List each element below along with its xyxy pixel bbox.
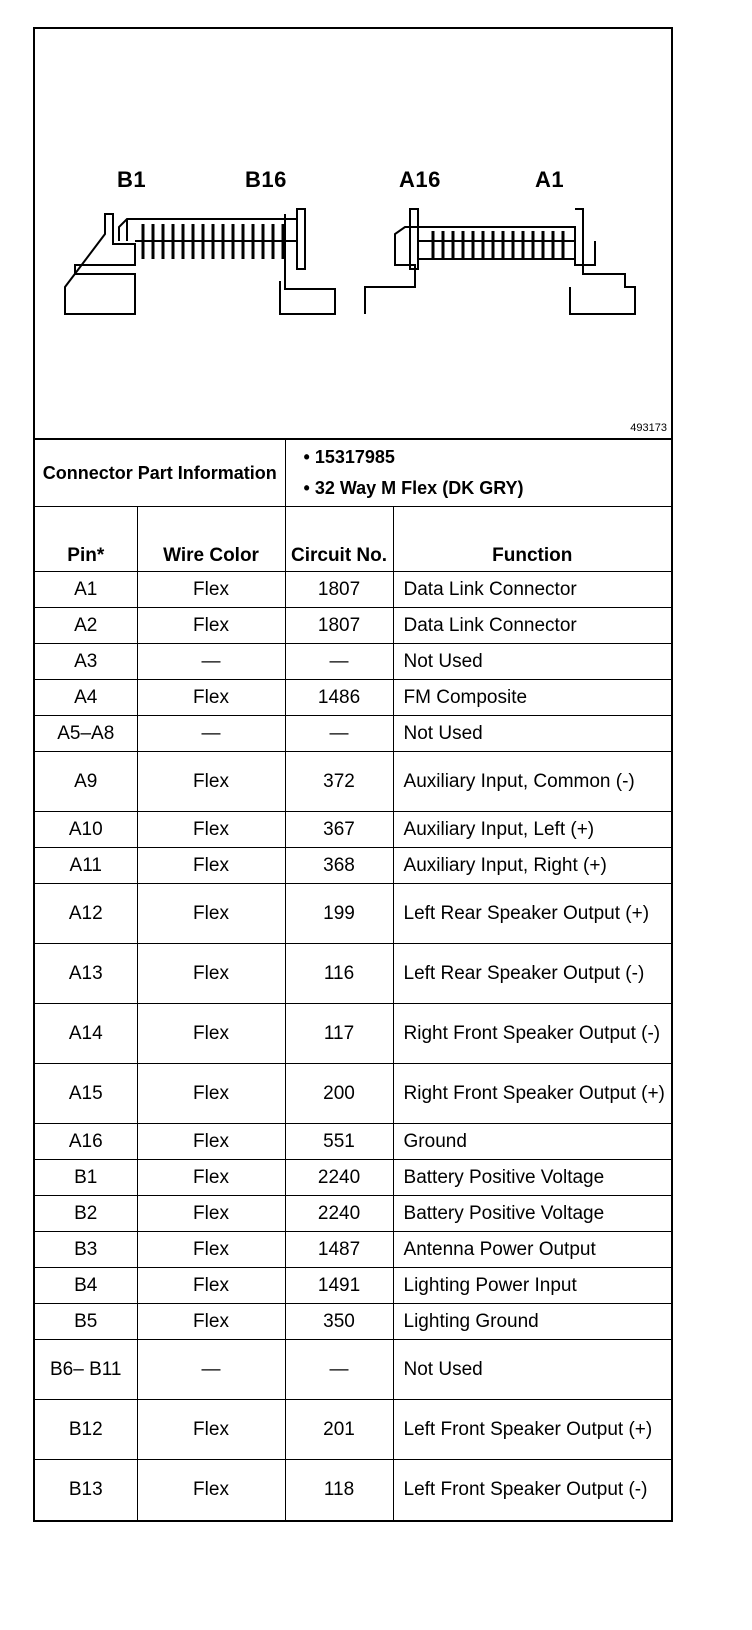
figure-id: 493173 (630, 422, 667, 434)
circuit-cell: 367 (285, 812, 393, 848)
pin-cell: B4 (35, 1268, 137, 1304)
wire-color-cell: Flex (137, 1160, 285, 1196)
circuit-cell: 1487 (285, 1232, 393, 1268)
table-row (35, 716, 671, 752)
wire-color-cell: — (137, 1340, 285, 1400)
pin-cell: B12 (35, 1400, 137, 1460)
circuit-cell: — (285, 1340, 393, 1400)
wire-color-cell: Flex (137, 1304, 285, 1340)
pin-cell: B5 (35, 1304, 137, 1340)
circuit-cell: 350 (285, 1304, 393, 1340)
table-row (35, 812, 671, 848)
pinout-table (35, 440, 671, 1520)
pin-cell: A15 (35, 1064, 137, 1124)
function-cell: Auxiliary Input, Left (+) (393, 812, 671, 848)
circuit-cell: 551 (285, 1124, 393, 1160)
column-header-wire-color: Wire Color (137, 507, 285, 572)
circuit-cell: 200 (285, 1064, 393, 1124)
wire-color-cell: Flex (137, 944, 285, 1004)
circuit-cell: 116 (285, 944, 393, 1004)
table-row (35, 1304, 671, 1340)
function-cell: Left Front Speaker Output (+) (393, 1400, 671, 1460)
function-cell: Data Link Connector (393, 572, 671, 608)
table-row (35, 752, 671, 812)
part-number: • 15317985 (303, 447, 395, 467)
circuit-cell: 118 (285, 1460, 393, 1520)
pin-cell: A13 (35, 944, 137, 1004)
wire-color-cell: Flex (137, 884, 285, 944)
function-cell: Lighting Power Input (393, 1268, 671, 1304)
table-row (35, 608, 671, 644)
function-cell: Right Front Speaker Output (+) (393, 1064, 671, 1124)
table-row (35, 884, 671, 944)
function-cell: Left Front Speaker Output (-) (393, 1460, 671, 1520)
pin-cell: A10 (35, 812, 137, 848)
pin-cell: B6– B11 (35, 1340, 137, 1400)
table-row (35, 944, 671, 1004)
pin-cell: A1 (35, 572, 137, 608)
connector-sheet (33, 27, 673, 1522)
pin-cell: A4 (35, 680, 137, 716)
part-description: • 32 Way M Flex (DK GRY) (303, 478, 524, 498)
function-cell: Auxiliary Input, Right (+) (393, 848, 671, 884)
column-header-pin: Pin* (35, 507, 137, 572)
wire-color-cell: Flex (137, 1232, 285, 1268)
pin-cell: A2 (35, 608, 137, 644)
circuit-cell: 1807 (285, 572, 393, 608)
circuit-cell: 1486 (285, 680, 393, 716)
circuit-cell: 368 (285, 848, 393, 884)
part-info-values (285, 440, 671, 507)
wire-color-cell: Flex (137, 1400, 285, 1460)
table-row (35, 1124, 671, 1160)
circuit-cell: — (285, 716, 393, 752)
function-cell: Auxiliary Input, Common (-) (393, 752, 671, 812)
circuit-cell: 117 (285, 1004, 393, 1064)
column-header-function: Function (393, 507, 671, 572)
table-row (35, 1400, 671, 1460)
circuit-cell: 1491 (285, 1268, 393, 1304)
table-row (35, 1232, 671, 1268)
part-info-label: Connector Part Information (35, 440, 285, 507)
function-cell: Ground (393, 1124, 671, 1160)
wire-color-cell: Flex (137, 1268, 285, 1304)
function-cell: Battery Positive Voltage (393, 1160, 671, 1196)
function-cell: Data Link Connector (393, 608, 671, 644)
function-cell: Right Front Speaker Output (-) (393, 1004, 671, 1064)
wire-color-cell: Flex (137, 1460, 285, 1520)
pin-cell: B2 (35, 1196, 137, 1232)
part-info-row (35, 440, 671, 507)
wire-color-cell: Flex (137, 752, 285, 812)
table-row (35, 1268, 671, 1304)
pin-label-a16: A16 (399, 167, 441, 192)
table-row (35, 1160, 671, 1196)
pin-label-a1: A1 (535, 167, 565, 192)
table-row (35, 1196, 671, 1232)
function-cell: Left Rear Speaker Output (+) (393, 884, 671, 944)
circuit-cell: 2240 (285, 1160, 393, 1196)
function-cell: FM Composite (393, 680, 671, 716)
pin-cell: B3 (35, 1232, 137, 1268)
wire-color-cell: Flex (137, 680, 285, 716)
circuit-cell: 372 (285, 752, 393, 812)
wire-color-cell: Flex (137, 848, 285, 884)
table-row (35, 680, 671, 716)
pin-cell: B1 (35, 1160, 137, 1196)
function-cell: Not Used (393, 1340, 671, 1400)
wire-color-cell: Flex (137, 1196, 285, 1232)
table-row (35, 1004, 671, 1064)
pin-label-b16: B16 (245, 167, 287, 192)
table-row (35, 1064, 671, 1124)
connector-diagram (35, 29, 671, 440)
table-row (35, 644, 671, 680)
pin-cell: A16 (35, 1124, 137, 1160)
pin-cell: A11 (35, 848, 137, 884)
table-row (35, 848, 671, 884)
wire-color-cell: Flex (137, 1004, 285, 1064)
connector-drawing (35, 29, 671, 438)
pin-cell: B13 (35, 1460, 137, 1520)
pin-cell: A3 (35, 644, 137, 680)
circuit-cell: 201 (285, 1400, 393, 1460)
circuit-cell: — (285, 644, 393, 680)
wire-color-cell: Flex (137, 812, 285, 848)
wire-color-cell: Flex (137, 1064, 285, 1124)
pin-cell: A12 (35, 884, 137, 944)
column-header-row (35, 507, 671, 572)
wire-color-cell: Flex (137, 608, 285, 644)
pin-cell: A14 (35, 1004, 137, 1064)
function-cell: Battery Positive Voltage (393, 1196, 671, 1232)
wire-color-cell: Flex (137, 1124, 285, 1160)
function-cell: Left Rear Speaker Output (-) (393, 944, 671, 1004)
circuit-cell: 2240 (285, 1196, 393, 1232)
function-cell: Not Used (393, 716, 671, 752)
wire-color-cell: Flex (137, 572, 285, 608)
pin-label-b1: B1 (117, 167, 147, 192)
table-row (35, 572, 671, 608)
function-cell: Not Used (393, 644, 671, 680)
pin-cell: A9 (35, 752, 137, 812)
function-cell: Antenna Power Output (393, 1232, 671, 1268)
function-cell: Lighting Ground (393, 1304, 671, 1340)
circuit-cell: 199 (285, 884, 393, 944)
wire-color-cell: — (137, 644, 285, 680)
column-header-circuit: Circuit No. (285, 507, 393, 572)
table-row (35, 1340, 671, 1400)
wire-color-cell: — (137, 716, 285, 752)
circuit-cell: 1807 (285, 608, 393, 644)
pin-cell: A5–A8 (35, 716, 137, 752)
table-row (35, 1460, 671, 1520)
